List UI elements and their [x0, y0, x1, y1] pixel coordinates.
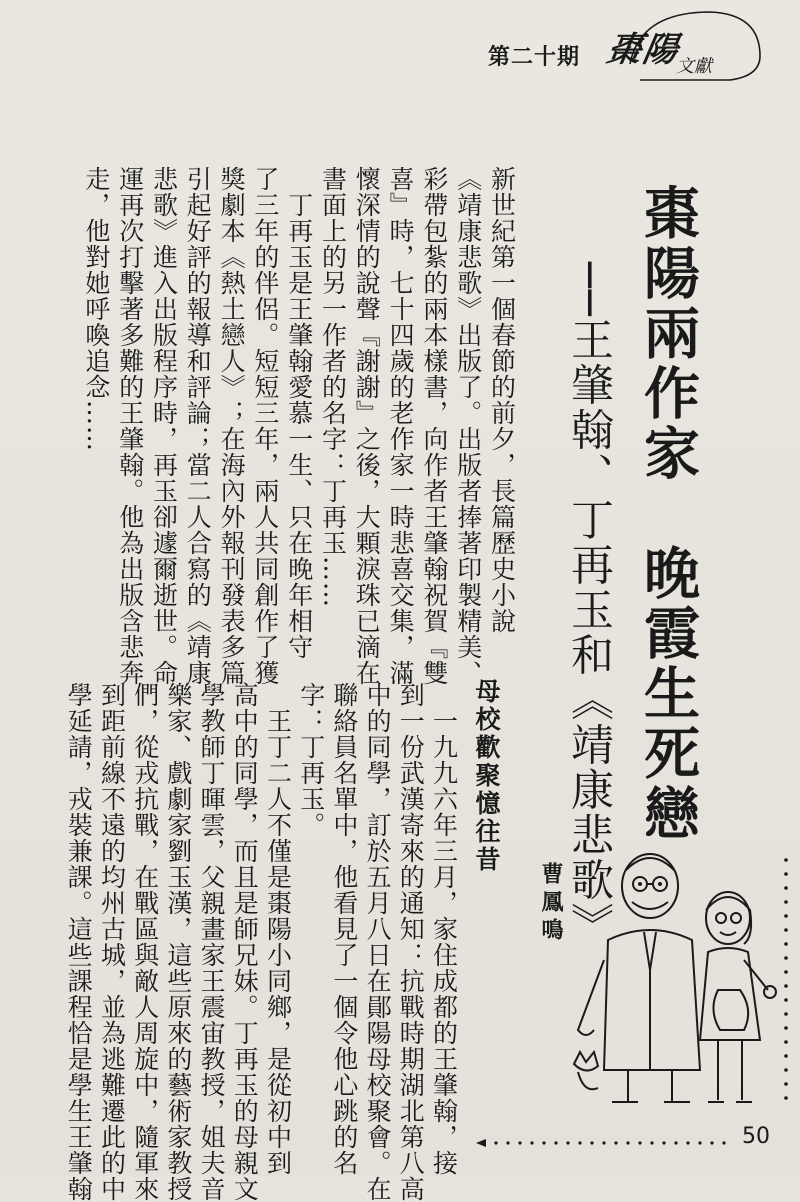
text-column: 運再次打擊著多難的王肇翰。他為出版含悲奔: [115, 166, 145, 686]
text-column: 引起好評的報導和評論；當二人合寫的《靖康: [183, 166, 213, 686]
text-column: 一九九六年三月，家住成都的王肇翰，接: [429, 682, 459, 1176]
page-number: 50: [742, 1124, 770, 1149]
text-column: 字：丁再玉。: [296, 682, 326, 838]
text-column: 走，他對她呼喚追念……: [81, 166, 111, 452]
journal-logo-text: 棗陽: [603, 30, 683, 70]
text-column: 喜』時，七十四歲的老作家一時悲喜交集，滿: [386, 166, 416, 686]
couple-illustration: [568, 840, 794, 1110]
article-subtitle: ──王肇翰、丁再玉和《靖康悲歌》: [564, 262, 614, 948]
text-column: 丁再玉是王肇翰愛慕一生、只在晚年相守: [284, 166, 314, 660]
journal-logo-subtext: 文獻: [676, 56, 712, 77]
text-column: 書面上的另一作者的名字：丁再玉……: [318, 166, 348, 608]
text-column: 新世紀第一個春節的前夕，長篇歷史小說: [487, 166, 517, 634]
text-column: 《靖康悲歌》出版了。出版者捧著印製精美、: [453, 166, 483, 686]
text-column: 王丁二人不僅是棗陽小同鄉，是從初中到: [263, 682, 293, 1176]
text-column: 樂家、戲劇家劉玉漢，這些原來的藝術家教授: [163, 682, 193, 1202]
text-column: 悲歌》進入出版程序時，再玉卻遽爾逝世。命: [149, 166, 179, 686]
text-column: 聯絡員名單中，他看見了一個令他心跳的名: [329, 682, 359, 1176]
text-column: 彩帶包紮的兩本樣書，向作者王肇翰祝賀『雙: [419, 166, 449, 686]
text-column: 學教師丁暉雲，父親畫家王震宙教授，姐夫音: [197, 682, 227, 1202]
issue-number: 第二十期: [488, 44, 581, 70]
text-column: 們，從戎抗戰，在戰區與敵人周旋中，隨軍來: [130, 682, 160, 1202]
text-column: 學延請，戎裝兼課。這些課程恰是學生王肇翰: [64, 682, 94, 1202]
text-column: 到一份武漢寄來的通知：抗戰時期湖北第八高: [396, 682, 426, 1202]
footer-dotted-rule: [476, 1138, 738, 1148]
text-column: 中的同學，訂於五月八日在鄖陽母校聚會。在: [363, 682, 393, 1202]
article-title: 棗陽兩作家 晚霞生死戀: [635, 184, 700, 844]
text-column: 獎劇本《熱土戀人》；在海內外報刊發表多篇: [217, 166, 247, 686]
author-name: 曹鳳鳴: [538, 862, 564, 946]
text-column: 懷深情的說聲『謝謝』之後，大顆淚珠已滴在: [352, 166, 382, 686]
text-column: 了三年的伴侶。短短三年，兩人共同創作了獲: [250, 166, 280, 686]
text-column: 高中的同學，而且是師兄妹。丁再玉的母親文: [230, 682, 260, 1202]
section-heading: 母校歡聚憶往昔: [472, 678, 501, 874]
text-column: 到距前線不遠的均州古城，並為逃難遷此的中: [97, 682, 127, 1202]
